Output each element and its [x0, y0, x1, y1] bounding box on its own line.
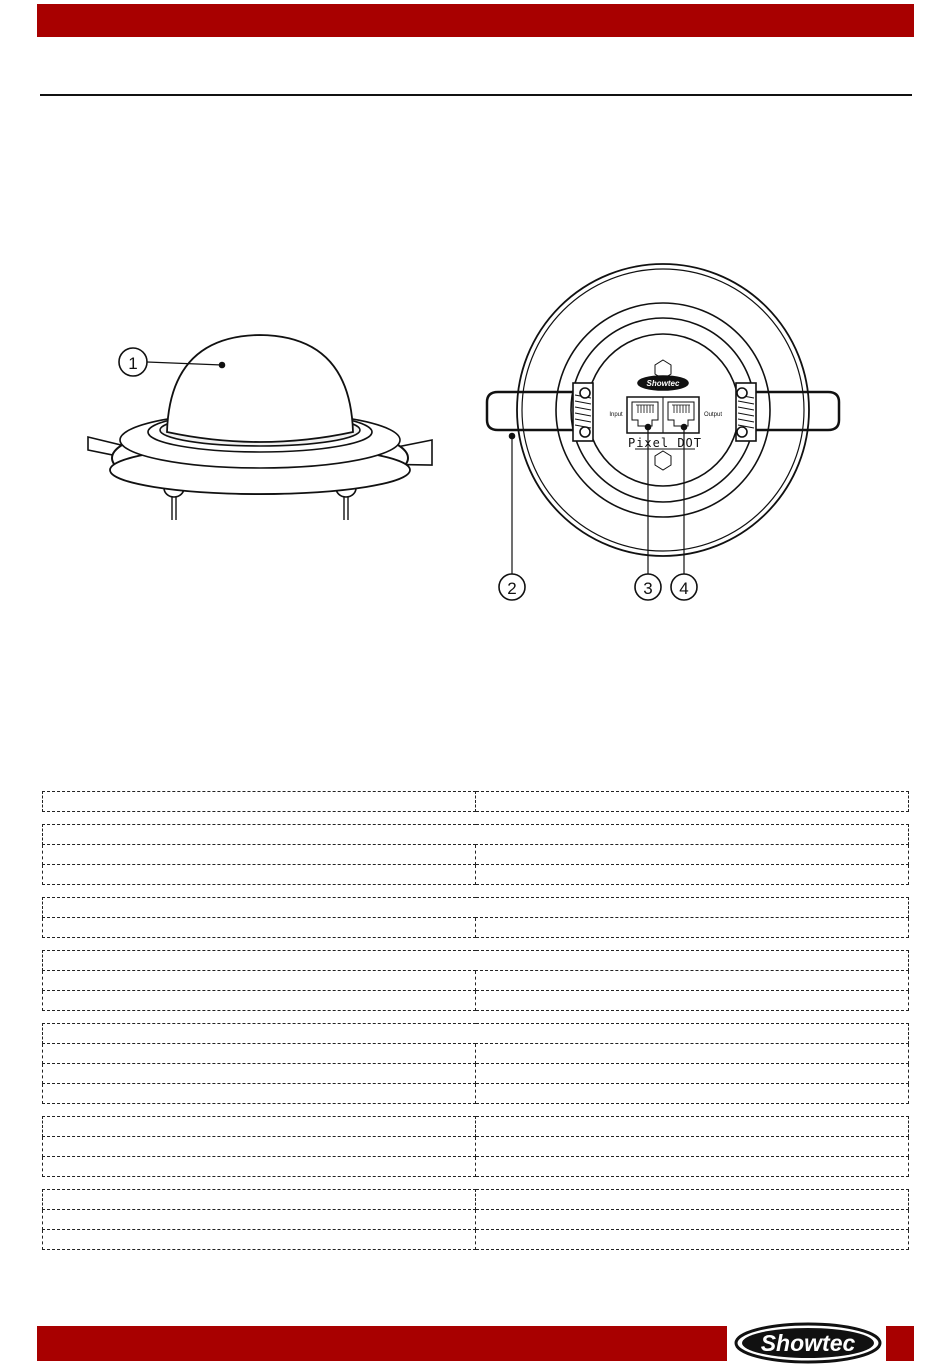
spec-table-3: [42, 897, 909, 938]
table-row: [43, 1044, 909, 1064]
spec-table-1: [42, 791, 909, 812]
table-row: [43, 1117, 909, 1137]
table-row: [43, 845, 909, 865]
svg-text:1: 1: [128, 354, 138, 373]
callout-2: [499, 434, 525, 601]
table-row: [43, 1230, 909, 1250]
spec-table-6: [42, 1116, 909, 1177]
svg-text:2: 2: [507, 579, 517, 598]
table-section-header: [43, 898, 909, 918]
product-label: Pixel DOT: [627, 436, 703, 450]
showtec-logo: [733, 1322, 883, 1364]
svg-text:Showtec: Showtec: [760, 1330, 856, 1356]
spec-table-2: [42, 824, 909, 885]
footer-bar-end: [886, 1326, 914, 1361]
svg-text:4: 4: [679, 579, 689, 598]
table-section-header: [43, 951, 909, 971]
table-row: [43, 991, 909, 1011]
header-bar: [37, 4, 914, 37]
table-row: [43, 971, 909, 991]
callout-3: [635, 425, 661, 601]
table-row: [43, 792, 909, 812]
footer-bar: [37, 1326, 727, 1361]
header-divider: [40, 94, 912, 96]
port-input-label: Input: [609, 412, 623, 418]
table-row: [43, 1190, 909, 1210]
table-section-header: [43, 1024, 909, 1044]
table-row: [43, 865, 909, 885]
table-row: [43, 1157, 909, 1177]
spec-table-5: [42, 1023, 909, 1104]
table-section-header: [43, 825, 909, 845]
port-output-label: Output: [703, 412, 723, 418]
table-row: [43, 918, 909, 938]
table-row: [43, 1064, 909, 1084]
table-row: [43, 1210, 909, 1230]
table-row: [43, 1137, 909, 1157]
spec-table-4: [42, 950, 909, 1011]
product-overview-diagram: [0, 250, 950, 610]
spec-table-7: [42, 1189, 909, 1250]
svg-text:3: 3: [643, 579, 653, 598]
table-row: [43, 1084, 909, 1104]
svg-text:Showtec: Showtec: [646, 379, 680, 388]
bottom-view: [487, 264, 839, 556]
